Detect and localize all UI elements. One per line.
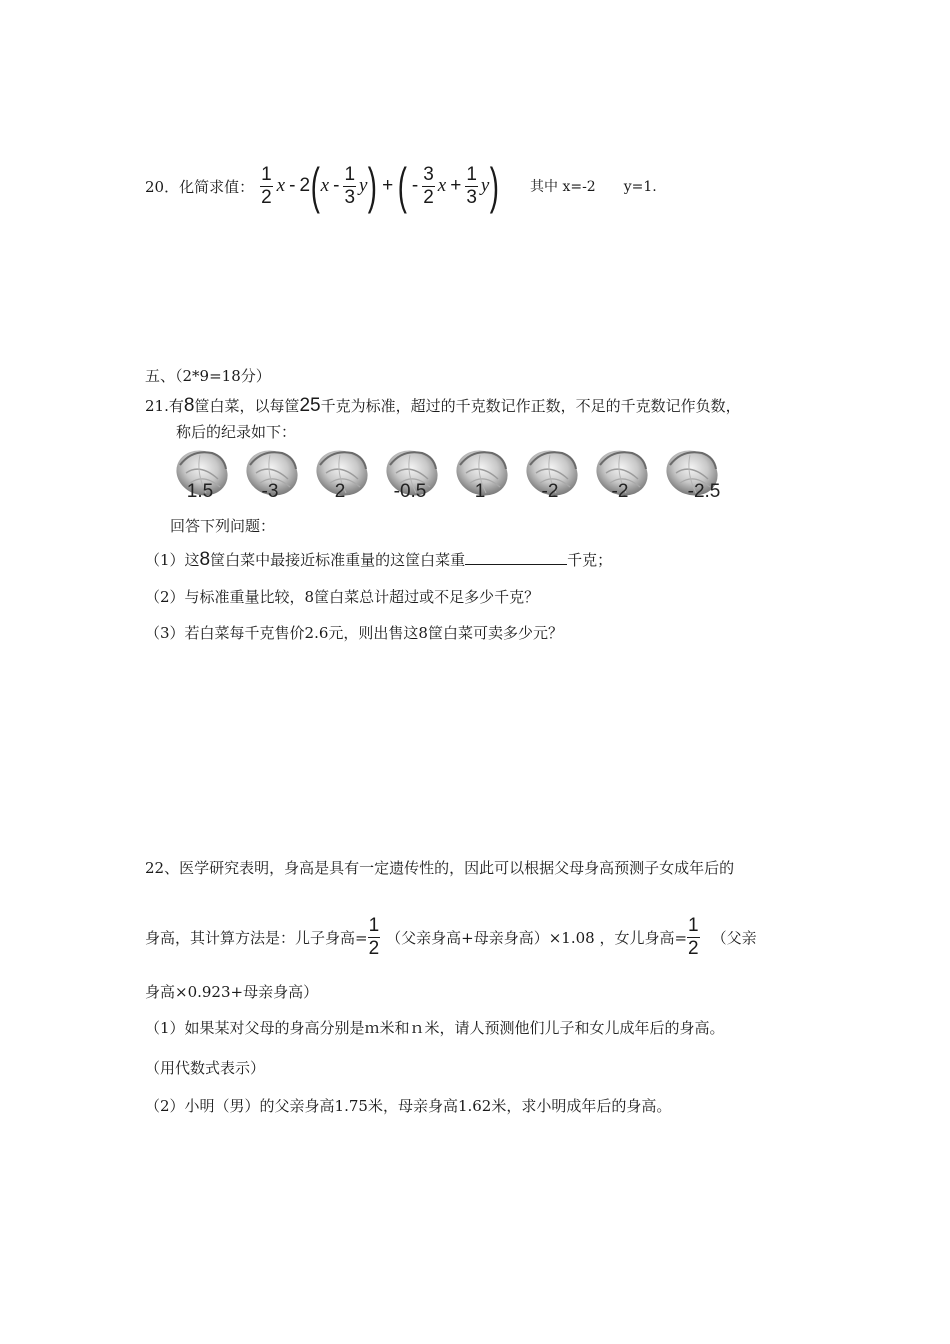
record-value: 2	[334, 481, 346, 502]
q21-line2: 称后的纪录如下：	[176, 423, 297, 441]
q21-sub3: （3）若白菜每千克售价2.6元，则出售这8筐白菜可卖多少元？	[145, 624, 563, 642]
var-y: y	[359, 175, 368, 196]
plus-sign: +	[450, 175, 462, 196]
q22-line2: 身高，其计算方法是：儿子身高= $\frac{1}{2}$ （父亲身高+母亲身高）×1.08 ，女儿身高= $\frac{1}{2}$ （父亲	[145, 914, 757, 959]
q22-sub1: （1）如果某对父母的身高分别是ｍ米和ｎ米，请人预测他们儿子和女儿成年后的身高。	[145, 1019, 725, 1037]
record-value: 1	[474, 481, 486, 502]
coef-two: 2	[299, 175, 311, 196]
q20-label: 20．化简求值：	[145, 177, 255, 196]
record-value: -3	[261, 481, 279, 502]
var-x: x	[320, 175, 330, 196]
var-y: y	[480, 175, 490, 196]
right-paren: )	[490, 158, 500, 214]
record-value: -2.5	[687, 481, 721, 502]
record-value: -2	[611, 481, 629, 502]
var-x: x	[437, 175, 447, 196]
count-eight: 8	[199, 549, 211, 570]
q21-line1: 21.有8筐白菜，以每筐25千克为标准，超过的千克数记作正数，不足的千克数记作负数，	[145, 395, 741, 416]
q22-sub1-note: （用代数式表示）	[145, 1059, 266, 1077]
q20-condition: 其中 x=-2 y=1.	[530, 179, 657, 195]
answer-blank[interactable]	[465, 550, 567, 565]
standard-weight: 25	[299, 395, 321, 416]
plus-sign: +	[382, 175, 394, 196]
fraction-one-half: $\frac{1}{2}$	[688, 914, 699, 959]
count-eight: 8	[183, 395, 195, 416]
left-paren: (	[397, 158, 408, 214]
fraction-three-halves: $\frac{3}{2}$	[423, 163, 434, 208]
q21-sub2: （2）与标准重量比较，8筐白菜总计超过或不足多少千克？	[145, 588, 540, 606]
record-value: -0.5	[393, 481, 427, 502]
q22-sub2: （2）小明（男）的父亲身高1.75米，母亲身高1.62米，求小明成年后的身高。	[145, 1097, 672, 1115]
q21-sub1: （1）这8筐白菜中最接近标准重量的这筐白菜重 千克；	[145, 549, 613, 570]
q22-line3: 身高×0.923+母亲身高）	[145, 983, 319, 1001]
right-paren: )	[368, 158, 378, 214]
q20-line	[145, 158, 657, 214]
minus-sign: -	[333, 175, 340, 196]
minus-sign: -	[411, 175, 419, 196]
record-value: -2	[541, 481, 559, 502]
left-paren: (	[310, 158, 320, 214]
var-x: x	[276, 175, 286, 196]
fraction-one-third: $\frac{1}{3}$	[466, 163, 477, 208]
fraction-one-half: $\frac{1}{2}$	[368, 914, 380, 959]
q21-prompt: 回答下列问题：	[170, 517, 276, 535]
q22-line1: 22、医学研究表明，身高是具有一定遗传性的，因此可以根据父母身高预测子女成年后的	[145, 859, 735, 877]
minus-sign: -	[289, 175, 296, 196]
section-five-heading: 五、（2*9=18分）	[145, 367, 271, 385]
cabbage-records	[172, 443, 732, 501]
fraction-one-third: $\frac{1}{3}$	[344, 163, 356, 208]
fraction-one-half: $\frac{1}{2}$	[261, 163, 272, 208]
record-value: 1.5	[186, 481, 214, 502]
